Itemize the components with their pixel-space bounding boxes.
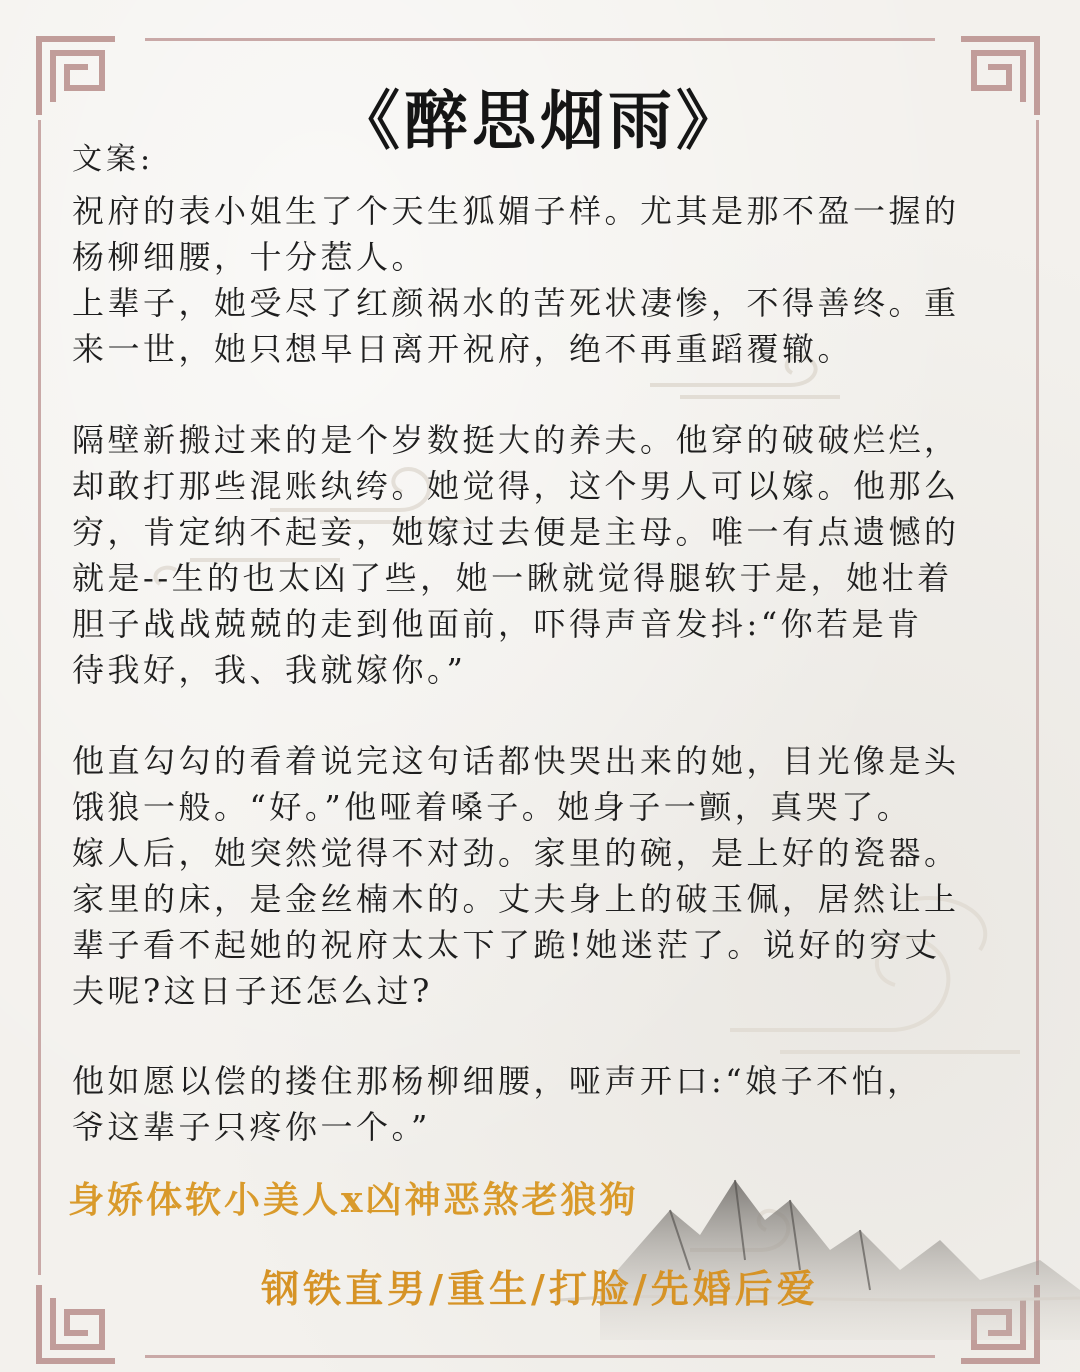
synopsis-paragraph (72, 417, 1012, 693)
synopsis-paragraph (72, 188, 1012, 372)
text-line: 辈子看不起她的祝府太太下了跪!她迷茫了。说好的穷丈 (72, 926, 941, 964)
text-line: 就是--生的也太凶了些，她一瞅就觉得腿软于是，她壮着 (72, 559, 953, 597)
book-title: 《醉思烟雨》 (336, 84, 744, 159)
frame-top-line (145, 38, 935, 41)
text-line: 杨柳细腰，十分惹人。 (72, 238, 428, 276)
text-line: 隔壁新搬过来的是个岁数挺大的养夫。他穿的破破烂烂， (72, 421, 960, 459)
synopsis-label: 文案: (72, 142, 155, 177)
text-line: 来一世，她只想早日离开祝府，绝不再重蹈覆辙。 (72, 330, 854, 368)
text-line: 他直勾勾的看着说完这句话都快哭出来的她，目光像是头 (72, 742, 960, 780)
text-line: 却敢打那些混账纨绔。她觉得，这个男人可以嫁。他那么 (72, 467, 960, 505)
text-line: 待我好，我、我就嫁你。” (72, 651, 467, 689)
text-line: 家里的床，是金丝楠木的。丈夫身上的破玉佩，居然让上 (72, 880, 960, 918)
text-line: 爷这辈子只疼你一个。” (72, 1108, 431, 1146)
text-line: 上辈子，她受尽了红颜祸水的苦死状凄惨，不得善终。重 (72, 284, 960, 322)
text-line: 他如愿以偿的搂住那杨柳细腰，哑声开口:“娘子不怕， (72, 1062, 923, 1100)
synopsis-paragraph (72, 1058, 1012, 1150)
text-line: 饿狼一般。“好。”他哑着嗓子。她身子一颤，真哭了。 (72, 788, 913, 826)
text-line: 穷，肯定纳不起妾，她嫁过去便是主母。唯一有点遗憾的 (72, 513, 960, 551)
text-line: 祝府的表小姐生了个天生狐媚子样。尤其是那不盈一握的 (72, 192, 960, 230)
text-line: 嫁人后，她突然觉得不对劲。家里的碗，是上好的瓷器。 (72, 834, 960, 872)
text-line: 夫呢?这日子还怎么过? (72, 972, 433, 1010)
genre-tags: 钢铁直男/重生/打脸/先婚后爱 (261, 1266, 819, 1311)
text-line: 胆子战战兢兢的走到他面前，吓得声音发抖:“你若是肯 (72, 605, 923, 643)
frame-bottom-line (145, 1355, 935, 1358)
frame-left-line (38, 120, 41, 1275)
character-tagline: 身娇体软小美人x凶神恶煞老狼狗 (68, 1179, 639, 1221)
frame-right-line (1036, 120, 1039, 1275)
synopsis-paragraph (72, 738, 1012, 1014)
